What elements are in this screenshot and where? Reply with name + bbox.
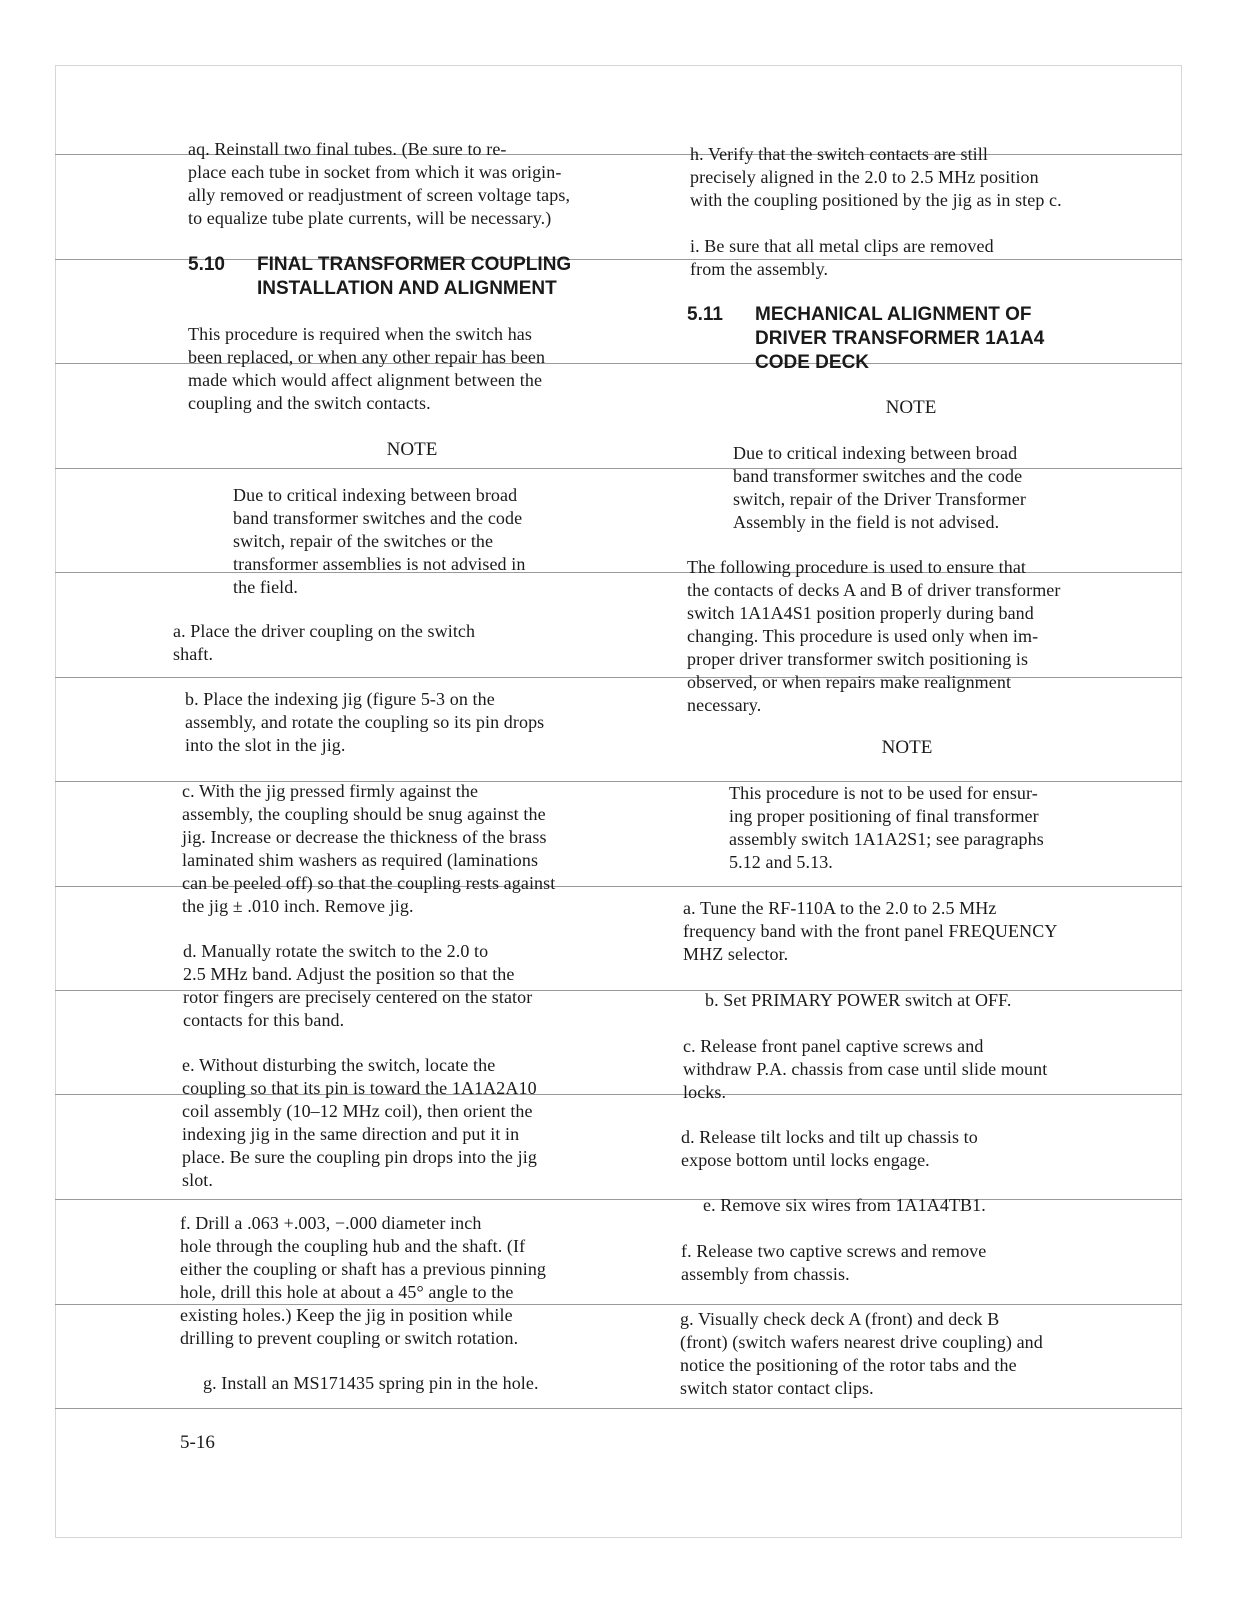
scan-rule [55,1199,1182,1200]
left-step-aq: aq. Reinstall two final tubes. (Be sure to re- place each tube in socket from which it was origin- ally removed or readjustment of screen voltage taps, to equalize tube plate currents, will be necessary.) [188,139,571,228]
right-step-h: h. Verify that the switch contacts are still precisely aligned in the 2.0 to 2.5 MHz position with the coupling positioned by the jig as in step c. [690,144,1062,210]
right-step-e: e. Remove six wires from 1A1A4TB1. [703,1195,986,1215]
right-note2-text: This procedure is not to be used for ensur- ing proper positioning of final transformer assembly switch 1A1A2S1; see paragraphs 5.12 and 5.13. [729,783,1044,872]
left-note-text: Due to critical indexing between broad band transformer switches and the code switch, repair of the switches or the transformer assemblies is not advised in the field. [233,485,526,597]
right-step-a: a. Tune the RF-110A to the 2.0 to 2.5 MHz frequency band with the front panel FREQUENCY MHZ selector. [683,898,1058,964]
right-step-b: b. Set PRIMARY POWER switch at OFF. [705,990,1012,1010]
right-section-title: MECHANICAL ALIGNMENT OF DRIVER TRANSFORMER 1A1A4 CODE DECK [755,304,1045,373]
left-step-g: g. Install an MS171435 spring pin in the hole. [203,1373,539,1393]
right-note1-label: NOTE [885,397,937,418]
right-intro: The following procedure is used to ensure that the contacts of decks A and B of driver transformer switch 1A1A4S1 position properly during band changing. This procedure is used only when im- proper driver transformer switch positioning is observed, or when repairs make realignment necessary. [687,557,1061,715]
left-step-f: f. Drill a .063 +.003, −.000 diameter inch hole through the coupling hub and the shaft. (If either the coupling or shaft has a previous pinning hole, drill this hole at about a 45° angle to the existing holes.) Keep the jig in position while drilling to prevent coupling or switch rotation. [180,1213,547,1348]
right-step-d: d. Release tilt locks and tilt up chassis to expose bottom until locks engage. [681,1127,978,1170]
right-step-g: g. Visually check deck A (front) and deck B (front) (switch wafers nearest drive coupling) and notice the positioning of the rotor tabs and the switch stator contact clips. [680,1309,1043,1398]
right-section-number: 5.11 [687,304,723,325]
right-note1-text: Due to critical indexing between broad band transformer switches and the code switch, repair of the Driver Transformer Assembly in the field is not advised. [733,443,1026,532]
left-step-b: b. Place the indexing jig (figure 5-3 on the assembly, and rotate the coupling so its pin drops into the slot in the jig. [185,689,545,755]
left-step-c: c. With the jig pressed firmly against the assembly, the coupling should be snug against the jig. Increase or decrease the thickness of the brass laminated shim washers as required (laminations can be peeled off) so that the coupling rests against the jig ± .010 inch. Remove jig. [182,781,556,916]
right-step-f: f. Release two captive screws and remove assembly from chassis. [681,1241,987,1284]
left-step-e: e. Without disturbing the switch, locate the coupling so that its pin is toward the 1A1A2A10 coil assembly (10–12 MHz coil), then orient the indexing jig in the same direction and put it in place. Be sure the coupling pin drops into the jig slot. [182,1055,537,1190]
left-intro: This procedure is required when the switch has been replaced, or when any other repair has been made which would affect alignment between the coupling and the switch contacts. [188,324,546,413]
right-step-i: i. Be sure that all metal clips are removed from the assembly. [690,236,994,279]
page-number: 5-16 [180,1432,215,1453]
scan-rule [55,1408,1182,1409]
left-step-d: d. Manually rotate the switch to the 2.0 to 2.5 MHz band. Adjust the position so that the rotor fingers are precisely centered on the stator contacts for this band. [183,941,533,1030]
right-note2-label: NOTE [881,737,933,758]
left-section-number: 5.10 [188,254,225,275]
left-step-a: a. Place the driver coupling on the switch shaft. [173,621,476,664]
left-section-title: FINAL TRANSFORMER COUPLING INSTALLATION AND ALIGNMENT [257,254,572,299]
left-note-label: NOTE [386,439,438,460]
right-step-c: c. Release front panel captive screws and withdraw P.A. chassis from case until slide mount locks. [683,1036,1048,1102]
